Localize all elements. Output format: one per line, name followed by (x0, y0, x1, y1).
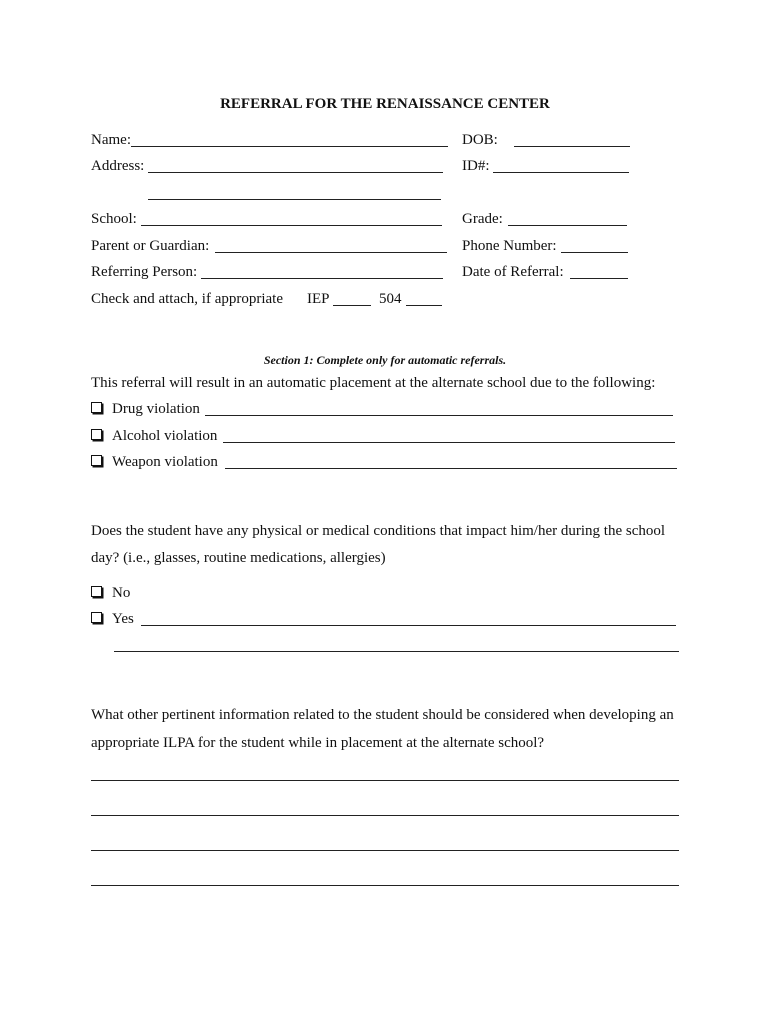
504-field[interactable] (406, 305, 442, 306)
date-of-referral-label: Date of Referral: (462, 264, 564, 280)
medical-yes-field-line-2[interactable] (114, 651, 679, 652)
pertinent-question-line-1: What other pertinent information related to the student should be considered when developing an (91, 707, 674, 723)
address-field[interactable] (148, 172, 443, 173)
medical-no-checkbox[interactable] (91, 586, 102, 597)
parent-guardian-label: Parent or Guardian: (91, 238, 210, 254)
phone-number-field[interactable] (561, 252, 628, 253)
pertinent-answer-line-1[interactable] (91, 780, 679, 781)
pertinent-answer-line-4[interactable] (91, 885, 679, 886)
section-1-heading: Section 1: Complete only for automatic referrals. (263, 353, 507, 367)
id-field[interactable] (493, 172, 629, 173)
pertinent-answer-line-3[interactable] (91, 850, 679, 851)
alcohol-violation-checkbox[interactable] (91, 429, 102, 440)
drug-violation-item (91, 400, 200, 418)
iep-field[interactable] (333, 305, 371, 306)
medical-question-line-1: Does the student have any physical or medical conditions that impact him/her during the school (91, 523, 666, 539)
medical-no-option (91, 584, 130, 602)
dob-field[interactable] (514, 146, 630, 147)
address-line-2-field[interactable] (148, 199, 441, 200)
weapon-violation-field[interactable] (225, 468, 677, 469)
grade-field[interactable] (508, 225, 627, 226)
iep-label: IEP (307, 291, 330, 307)
date-of-referral-field[interactable] (570, 278, 628, 279)
name-label: Name: (91, 132, 131, 148)
medical-yes-option (91, 610, 134, 628)
alcohol-violation-label: Alcohol violation (112, 428, 218, 444)
parent-guardian-field[interactable] (215, 252, 447, 253)
dob-label: DOB: (462, 132, 498, 148)
form-title: REFERRAL FOR THE RENAISSANCE CENTER (220, 96, 550, 112)
504-label: 504 (379, 291, 402, 307)
section-1-intro: This referral will result in an automatic placement at the alternate school due to the following: (91, 375, 656, 391)
grade-label: Grade: (462, 211, 503, 227)
drug-violation-label: Drug violation (112, 401, 200, 417)
referring-person-field[interactable] (201, 278, 443, 279)
weapon-violation-label: Weapon violation (112, 454, 218, 470)
medical-question-line-2: day? (i.e., glasses, routine medications, allergies) (91, 550, 386, 566)
weapon-violation-checkbox[interactable] (91, 455, 102, 466)
phone-number-label: Phone Number: (462, 238, 557, 254)
school-field[interactable] (141, 225, 442, 226)
school-label: School: (91, 211, 137, 227)
name-field[interactable] (131, 146, 448, 147)
alcohol-violation-item (91, 427, 217, 445)
check-attach-label: Check and attach, if appropriate (91, 291, 283, 307)
referring-person-label: Referring Person: (91, 264, 198, 280)
drug-violation-field[interactable] (205, 415, 673, 416)
id-label: ID#: (462, 158, 490, 174)
weapon-violation-item (91, 453, 218, 471)
alcohol-violation-field[interactable] (223, 442, 675, 443)
medical-yes-checkbox[interactable] (91, 612, 102, 623)
pertinent-question-line-2: appropriate ILPA for the student while in placement at the alternate school? (91, 735, 545, 751)
drug-violation-checkbox[interactable] (91, 402, 102, 413)
medical-no-label: No (112, 585, 131, 601)
pertinent-answer-line-2[interactable] (91, 815, 679, 816)
medical-yes-field[interactable] (141, 625, 676, 626)
medical-yes-label: Yes (112, 611, 134, 627)
address-label: Address: (91, 158, 145, 174)
